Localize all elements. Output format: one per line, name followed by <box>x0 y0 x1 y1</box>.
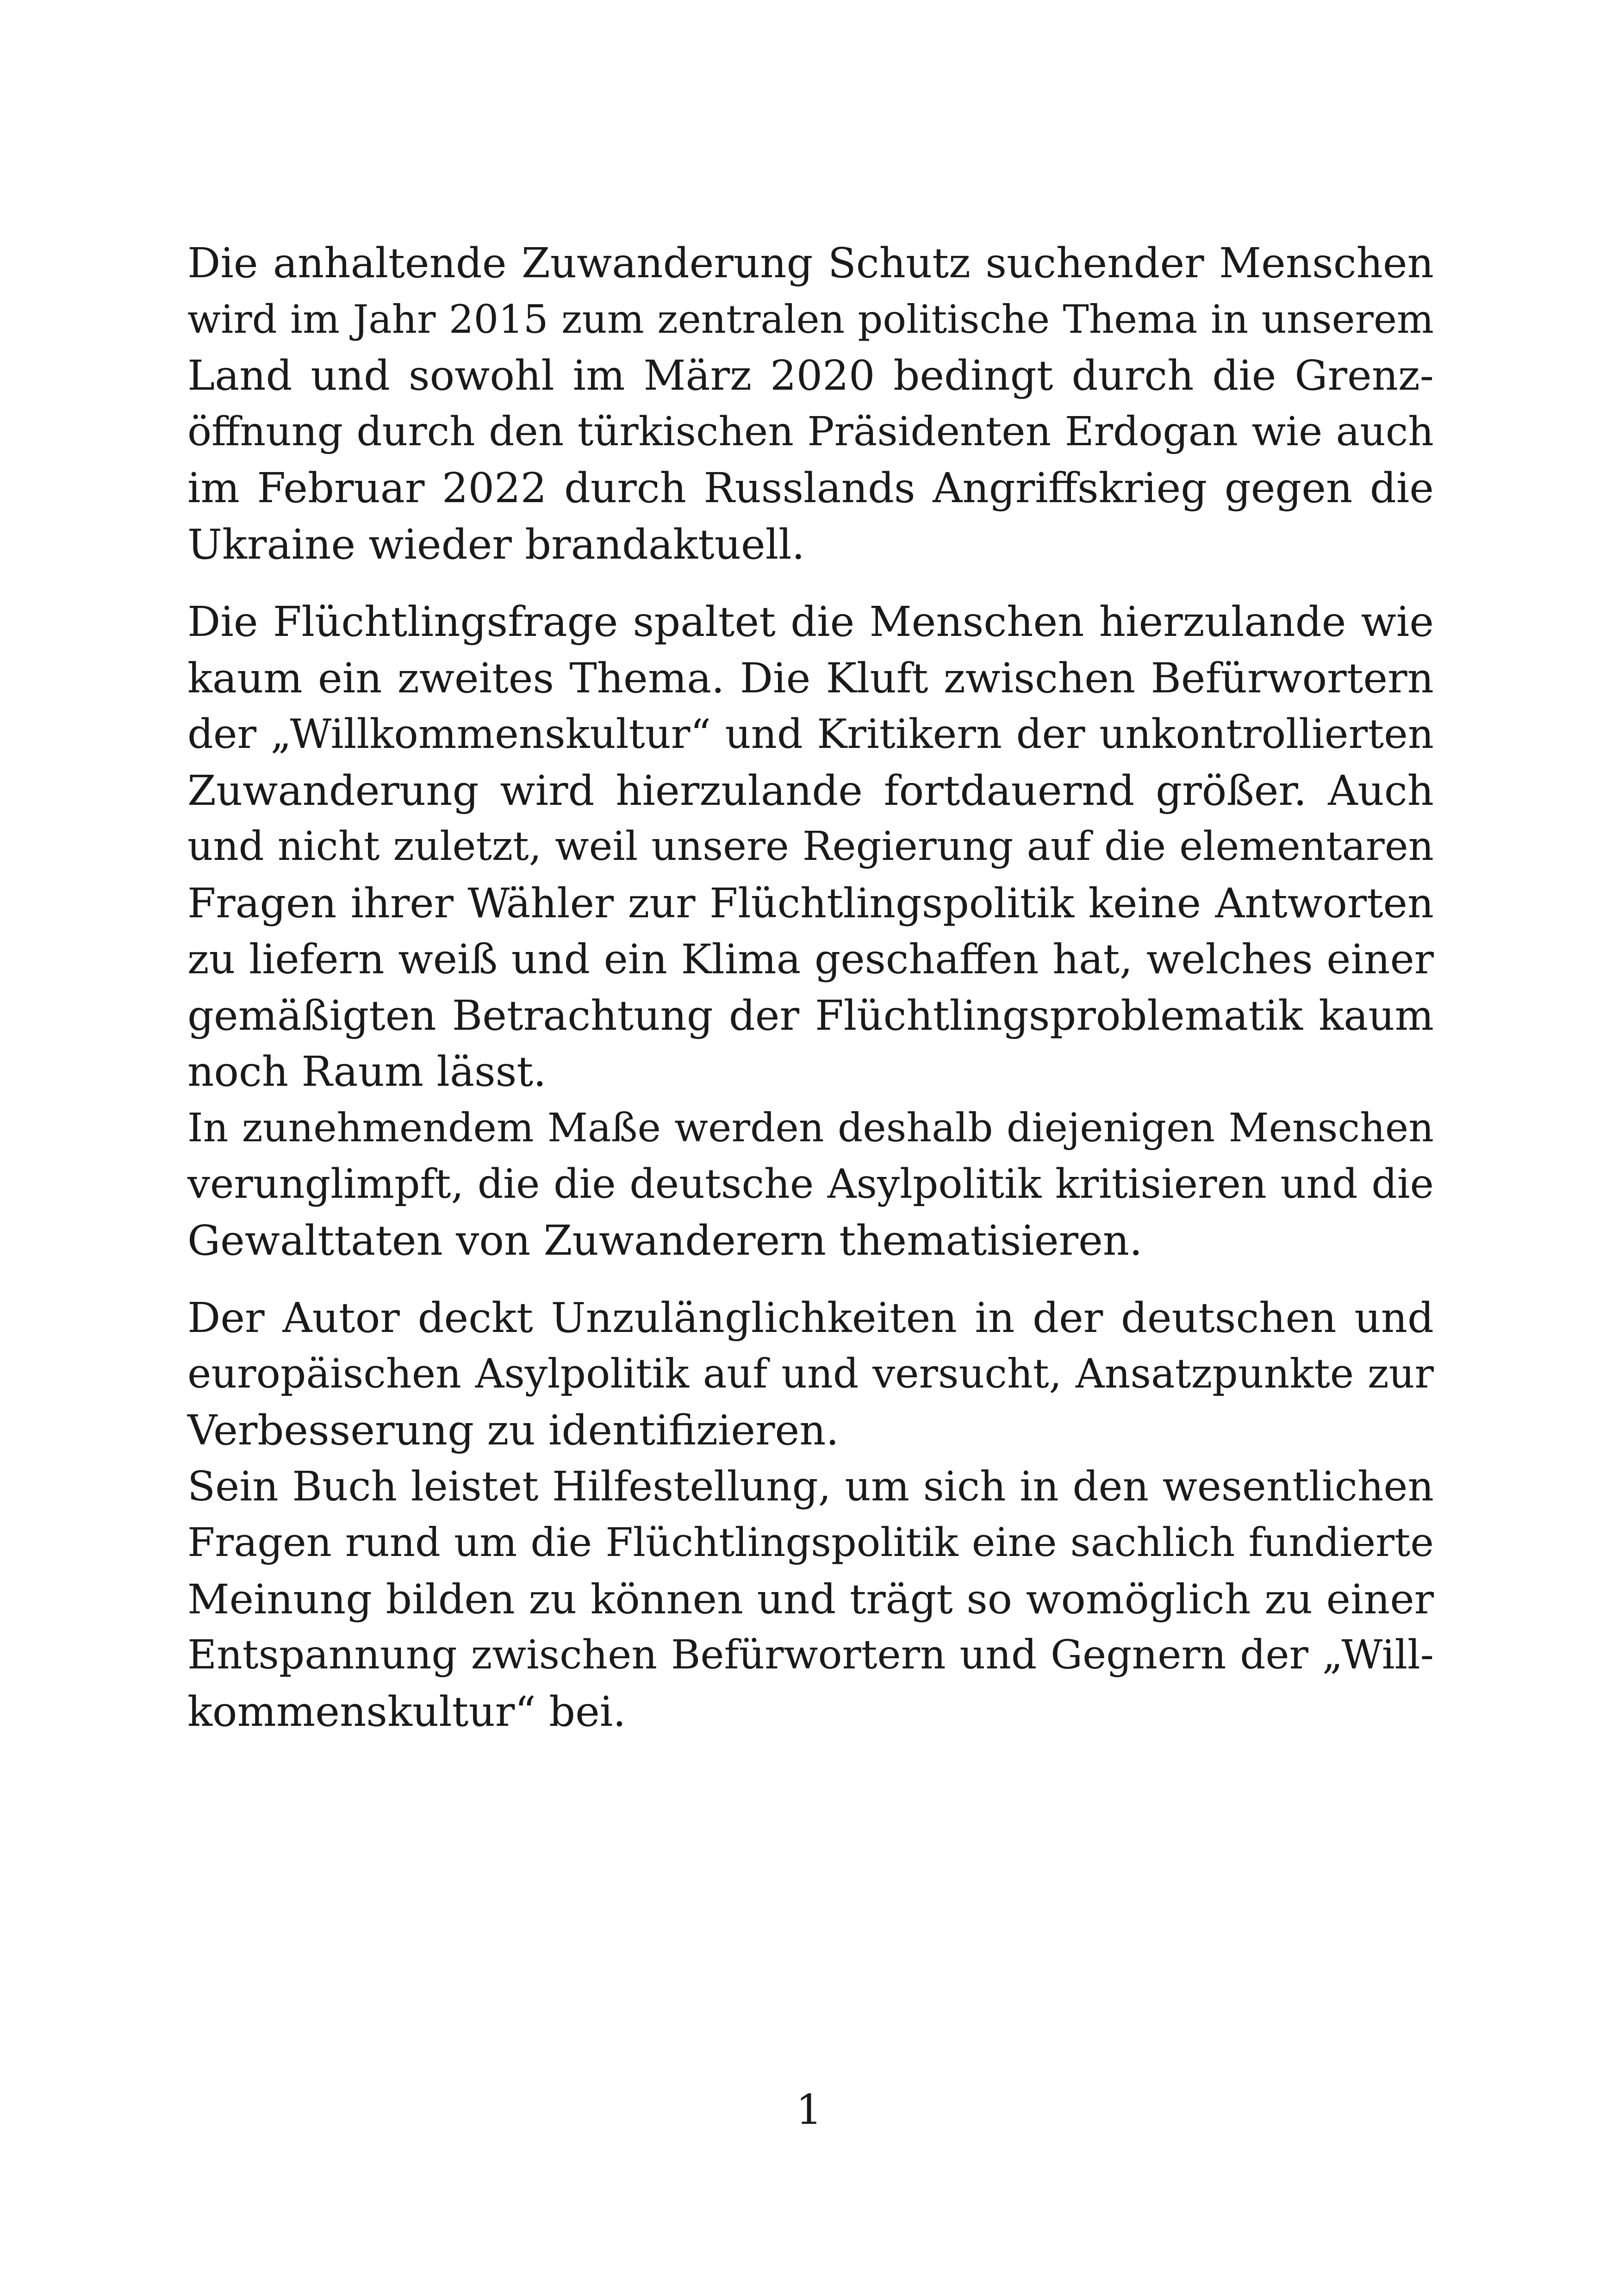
text-line: Verbesserung zu identifizieren. <box>187 1406 839 1454</box>
text-line: Gewalttaten von Zuwanderern thematisieren. <box>187 1216 1143 1264</box>
text-line: verunglimpft, die die deutsche Asylpolitik kritisieren und die <box>187 1161 1434 1207</box>
text-line: Ukraine wieder brandaktuell. <box>187 520 805 568</box>
text-line: Zuwanderung wird hierzulande fortdauernd größer. Auch <box>187 766 1434 815</box>
text-line: der „Willkommenskultur“ und Kritikern der unkontrollierten <box>187 710 1434 758</box>
paragraph-division <box>187 594 1434 1100</box>
text-line: wird im Jahr 2015 zum zentralen politische Thema in unserem <box>187 296 1434 342</box>
text-line: und nicht zuletzt, weil unsere Regierung auf die elementaren <box>187 823 1434 870</box>
paragraph-vilification <box>187 1100 1434 1269</box>
text-line: Die Flüchtlingsfrage spaltet die Menschen hierzulande wie <box>187 597 1434 646</box>
text-line: gemäßigten Betrachtung der Flüchtlingsproblematik kaum <box>187 991 1434 1039</box>
paragraph-book <box>187 1459 1434 1740</box>
text-line: europäischen Asylpolitik auf und versucht, Ansatzpunkte zur <box>187 1350 1434 1397</box>
text-line: im Februar 2022 durch Russlands Angriffskrieg gegen die <box>187 464 1434 512</box>
text-line: Sein Buch leistet Hilfestellung, um sich in den wesentlichen <box>187 1462 1434 1510</box>
text-line: Der Autor deckt Unzulänglichkeiten in der deutschen und <box>187 1294 1434 1342</box>
text-line: öffnung durch den türkischen Präsidenten Erdogan wie auch <box>187 408 1434 455</box>
text-line: Fragen ihrer Wähler zur Flüchtlingspolitik keine Antworten <box>187 879 1434 927</box>
text-line: Entspannung zwischen Befürwortern und Gegnern der „Will- <box>187 1632 1434 1678</box>
text-line: zu liefern weiß und ein Klima geschaffen hat, welches einer <box>187 935 1434 983</box>
text-line: Die anhaltende Zuwanderung Schutz suchender Menschen <box>187 239 1434 287</box>
text-line: noch Raum lässt. <box>187 1047 547 1095</box>
text-line: Land und sowohl im März 2020 bedingt durch die Grenz- <box>187 351 1434 399</box>
text-line: Meinung bilden zu können und trägt so womöglich zu einer <box>187 1575 1434 1623</box>
text-line: In zunehmendem Maße werden deshalb diejenigen Menschen <box>187 1105 1434 1151</box>
paragraph-intro <box>187 235 1434 572</box>
text-line: kommenskultur“ bei. <box>187 1687 626 1736</box>
body-text <box>187 235 1434 1740</box>
text-line: kaum ein zweites Thema. Die Kluft zwischen Befürwortern <box>187 653 1434 702</box>
text-line: Fragen rund um die Flüchtlingspolitik eine sachlich fundierte <box>187 1520 1434 1566</box>
page-number: 1 <box>796 2085 822 2134</box>
paragraph-author <box>187 1290 1434 1459</box>
